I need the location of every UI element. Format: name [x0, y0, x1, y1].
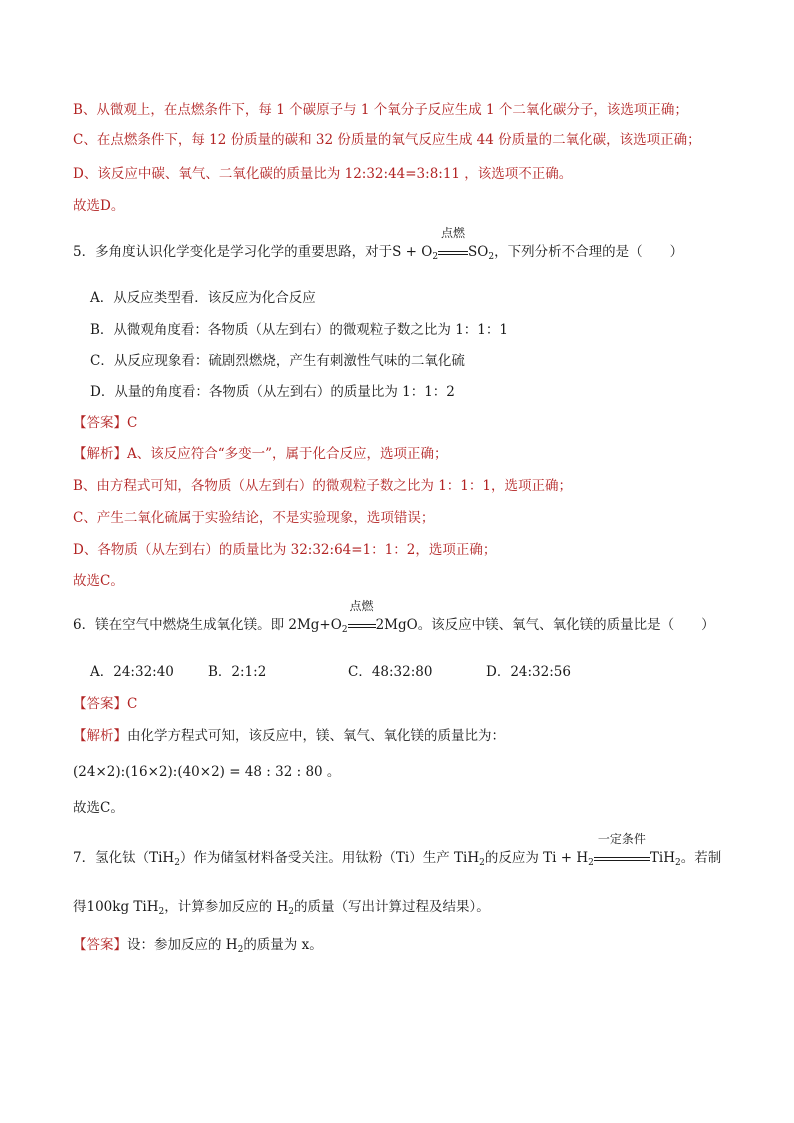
q5-analysis-c: C、产生二氧化硫属于实验结论，不是实验现象，选项错误； [73, 510, 435, 526]
q6-choice: 故选C。 [73, 800, 124, 816]
q6-analysis: 【解析】由化学方程式可知，该反应中，镁、氧气、氧化镁的质量比为： [73, 728, 505, 744]
q5-option-c: C．从反应现象看：硫剧烈燃烧，产生有刺激性气味的二氧化硫 [90, 353, 465, 369]
q5-analysis-d: D、各物质（从左到右）的质量比为 32:32:64=1：1：2，选项正确； [73, 542, 497, 558]
q6-answer: 【答案】C [73, 696, 138, 712]
q6-stem: 6．镁在空气中燃烧生成氧化镁。即 $2Mg+O_2$ 点燃 2MgO。该反应中镁、氧气、氧化镁的质量比是（ ） [73, 599, 715, 635]
q6-calculation: (24×2):(16×2):(40×2) = 48 : 32 : 80 。 [73, 764, 341, 780]
q4-option-c-analysis: C、在点燃条件下，每 12 份质量的碳和 32 份质量的氧气反应生成 44 份质量的二氧化碳，该选项正确； [73, 132, 701, 148]
q5-equation: $S + O_2$ 点燃 $SO_2$ [392, 226, 495, 262]
q6-option-b: B．2:1:2 [208, 664, 267, 680]
q5-stem: 5．多角度认识化学变化是学习化学的重要思路，对于$S + O_2$ 点燃 $SO_2$，下列分析不合理的是（ ） [73, 226, 684, 262]
q5-option-a: A．从反应类型看．该反应为化合反应 [90, 290, 316, 306]
q4-choice: 故选D。 [73, 198, 125, 214]
q5-analysis-b: B、由方程式可知，各物质（从左到右）的微观粒子数之比为 1：1：1，选项正确； [73, 478, 572, 494]
q6-option-a: A．24:32:40 [90, 664, 174, 680]
q5-reaction-arrow: 点燃 [438, 242, 468, 262]
q7-reaction-arrow: 一定条件 [594, 848, 650, 868]
q5-option-b: B．从微观角度看：各物质（从左到右）的微观粒子数之比为 1：1：1 [90, 322, 508, 338]
q6-option-d: D．24:32:56 [486, 664, 571, 680]
q7-stem-line2: 得100kg TiH$_2$，计算参加反应的 $H_2$的质量（写出计算过程及结果）。 [73, 899, 490, 917]
q7-answer: 【答案】设：参加反应的 $H_2$的质量为 x。 [73, 937, 323, 955]
q5-choice: 故选C。 [73, 573, 124, 589]
q5-answer: 【答案】C [73, 415, 138, 431]
q6-option-c: C．48:32:80 [348, 664, 433, 680]
q4-option-b-analysis: B、从微观上，在点燃条件下，每 1 个碳原子与 1 个氧分子反应生成 1 个二氧化碳分子，该选项正确； [73, 102, 688, 118]
q5-analysis-a: 【解析】A、该反应符合“多变一”，属于化合反应，选项正确； [73, 446, 448, 462]
q4-option-d-analysis: D、该反应中碳、氧气、二氧化碳的质量比为 12:32:44=3:8:11 ，该选项不正确。 [73, 166, 573, 182]
q5-option-d: D．从量的角度看：各物质（从左到右）的质量比为 1：1：2 [90, 384, 455, 400]
q6-reaction-arrow: 点燃 [348, 615, 376, 635]
q7-stem-line1: 7．氢化钛（TiH$_2$）作为储氢材料备受关注。用钛粉（Ti）生产 TiH$_2$的反应为 $Ti + H_2$ 一定条件 TiH$_2$。若制 [73, 832, 722, 868]
